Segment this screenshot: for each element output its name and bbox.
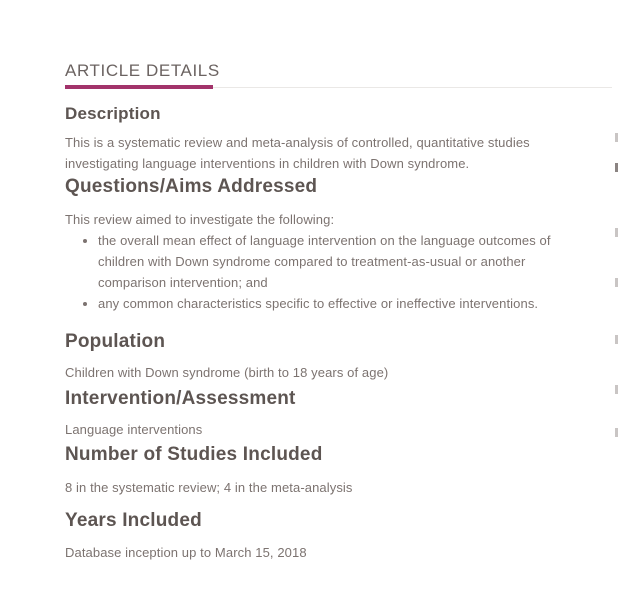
section-text-description: This is a systematic review and meta-analysis of controlled, quantitative studies investigating language interventions in children with Down syndrome.: [65, 135, 530, 171]
questions-aims-bullet-list: [65, 230, 571, 314]
section-text-years-included: Database inception up to March 15, 2018: [65, 545, 307, 560]
section-text-number-of-studies: 8 in the systematic review; 4 in the meta-analysis: [65, 480, 353, 495]
bullet-item: • any common characteristics specific to effective or ineffective interventions.: [98, 293, 571, 314]
title-divider: [65, 85, 612, 89]
section-heading-description: Description: [65, 104, 161, 123]
section-heading-intervention-assessment: Intervention/Assessment: [65, 388, 296, 409]
page-title: ARTICLE DETAILS: [65, 61, 220, 80]
divider-accent-bar: [65, 85, 213, 89]
section-heading-years-included: Years Included: [65, 510, 202, 531]
section-intro-questions-aims: This review aimed to investigate the following:: [65, 212, 335, 227]
section-heading-population: Population: [65, 331, 166, 352]
section-heading-questions-aims: Questions/Aims Addressed: [65, 176, 318, 197]
bullet-item: • the overall mean effect of language intervention on the language outcomes of children with Down syndrome compared to treatment-as-usual or another comparison intervention; and: [98, 230, 571, 293]
section-text-population: Children with Down syndrome (birth to 18 years of age): [65, 365, 389, 380]
section-heading-number-of-studies: Number of Studies Included: [65, 444, 323, 465]
section-text-intervention-assessment: Language interventions: [65, 422, 203, 437]
